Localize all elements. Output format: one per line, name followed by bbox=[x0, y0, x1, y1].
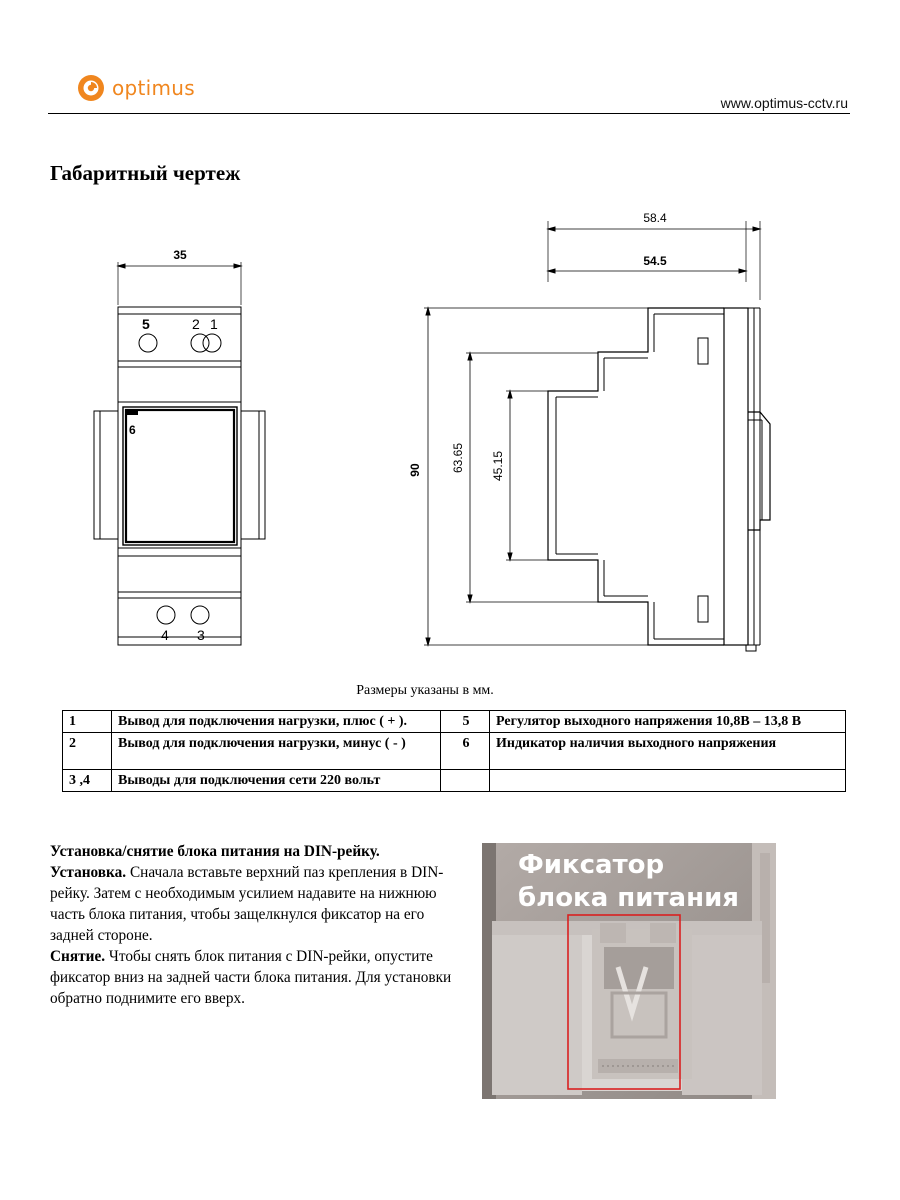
legend-number bbox=[441, 770, 490, 792]
table-row bbox=[63, 770, 846, 792]
terminal-label-2: 2 bbox=[192, 316, 200, 332]
side-view bbox=[424, 221, 770, 651]
terminal-legend-table bbox=[62, 710, 846, 792]
terminal-label-5: 5 bbox=[142, 316, 150, 332]
legend-number: 5 bbox=[441, 711, 490, 733]
legend-description: Вывод для подключения нагрузки, минус ( - ) bbox=[112, 733, 441, 770]
legend-number: 1 bbox=[63, 711, 112, 733]
dimensions-caption: Размеры указаны в мм. bbox=[356, 683, 494, 698]
dim-height-90: 90 bbox=[408, 463, 422, 477]
brand-name: optimus bbox=[112, 76, 196, 100]
install-heading: Установка/снятие блока питания на DIN-рейку. bbox=[50, 843, 380, 860]
optimus-logo-icon bbox=[76, 73, 106, 103]
din-latch-photo bbox=[482, 843, 776, 1099]
mount-label: Установка. bbox=[50, 864, 127, 881]
install-instructions bbox=[50, 841, 470, 1009]
legend-description: Индикатор наличия выходного напряжения bbox=[490, 733, 846, 770]
legend-description: Вывод для подключения нагрузки, плюс ( + ). bbox=[112, 711, 441, 733]
legend-description bbox=[490, 770, 846, 792]
front-view bbox=[94, 262, 265, 645]
photo-caption bbox=[518, 849, 739, 915]
dim-width-35: 35 bbox=[173, 248, 187, 262]
remove-label: Снятие. bbox=[50, 948, 106, 965]
legend-description: Выводы для подключения сети 220 вольт bbox=[112, 770, 441, 792]
section-title: Габаритный чертеж bbox=[50, 161, 241, 185]
terminal-label-4: 4 bbox=[161, 627, 169, 643]
remove-text: Чтобы снять блок питания с DIN-рейки, опустите фиксатор вниз на задней части блока питания. Для установки обратно поднимите его вверх. bbox=[50, 948, 452, 1007]
website-link[interactable]: www.optimus-cctv.ru bbox=[720, 95, 848, 111]
legend-number: 3 ,4 bbox=[63, 770, 112, 792]
photo-caption-line2: блока питания bbox=[518, 883, 739, 913]
dim-depth-54-5: 54.5 bbox=[643, 254, 667, 268]
legend-number: 2 bbox=[63, 733, 112, 770]
legend-number: 6 bbox=[441, 733, 490, 770]
dim-height-45-15: 45.15 bbox=[491, 450, 505, 482]
legend-description: Регулятор выходного напряжения 10,8В – 13,8 В bbox=[490, 711, 846, 733]
table-row bbox=[63, 711, 846, 733]
indicator-label-6: 6 bbox=[129, 423, 136, 437]
dim-depth-58-4: 58.4 bbox=[643, 211, 667, 225]
dimensional-drawing bbox=[0, 200, 900, 670]
dim-height-63-65: 63.65 bbox=[451, 442, 465, 474]
header-divider bbox=[48, 113, 850, 114]
terminal-label-1: 1 bbox=[210, 316, 218, 332]
photo-caption-line1: Фиксатор bbox=[518, 850, 665, 880]
terminal-label-3: 3 bbox=[197, 627, 205, 643]
brand-logo bbox=[76, 73, 195, 103]
table-row bbox=[63, 733, 846, 770]
mount-text: Сначала вставьте верхний паз крепления в DIN-рейку. Затем с необходимым усилием надавите на нижнюю часть блока питания, чтобы защелкнулся фиксатор на его задней стороне. bbox=[50, 864, 444, 944]
